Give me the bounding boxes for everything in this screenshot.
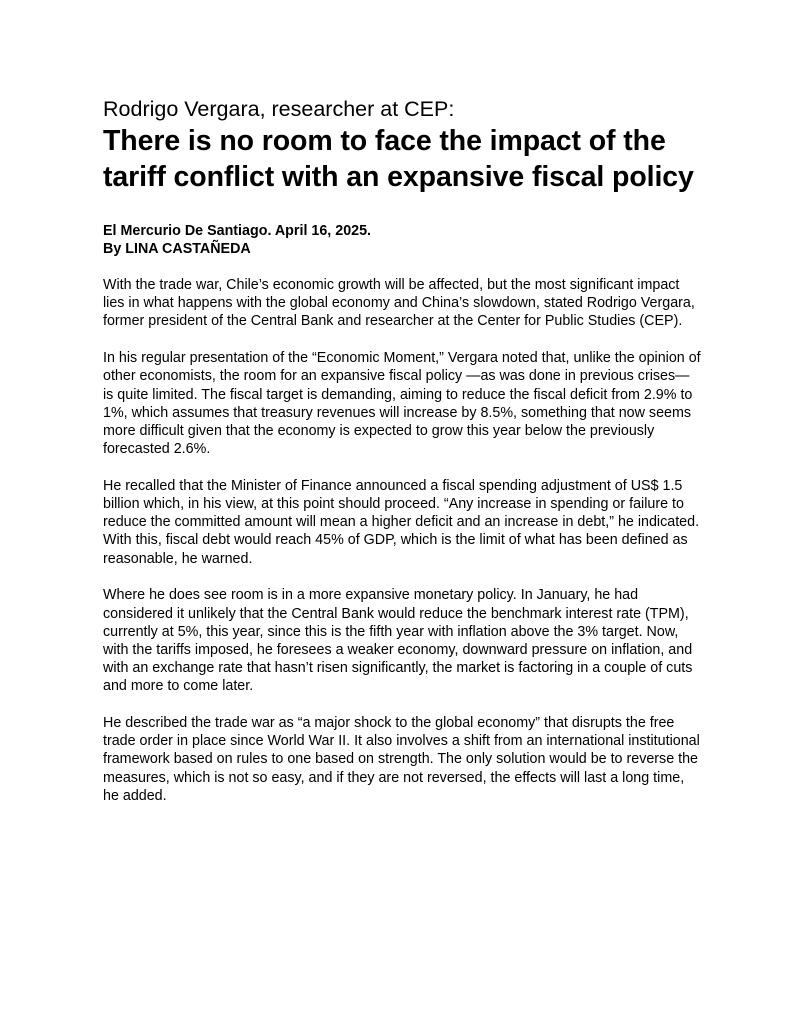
- paragraph: In his regular presentation of the “Economic Moment,” Vergara noted that, unlike the opinion of other economists, the room for an expansive fiscal policy —as was done in previous crises— is quite limited. The fiscal target is demanding, aiming to reduce the fiscal deficit from 2.9% to 1%, which assumes that treasury revenues will increase by 8.5%, something that now seems more difficult given that the economy is expected to grow this year below the previously forecasted 2.6%.: [103, 350, 701, 458]
- paragraph: With the trade war, Chile’s economic growth will be affected, but the most significant impact lies in what happens with the global economy and China’s slowdown, stated Rodrigo Vergara, former president of the Central Bank and researcher at the Center for Public Studies (CEP).: [103, 277, 695, 330]
- paragraph: He described the trade war as “a major shock to the global economy” that disrupts the free trade order in place since World War II. It also involves a shift from an international institutional framework based on rules to one based on strength. The only solution would be to reverse the measures, which is not so easy, and if they are not reversed, the effects will last a long time, he added.: [103, 715, 700, 804]
- author-line: By LINA CASTAÑEDA: [103, 241, 251, 257]
- article: [103, 96, 703, 805]
- paragraph: Where he does see room is in a more expansive monetary policy. In January, he had considered it unlikely that the Central Bank would reduce the benchmark interest rate (TPM), currently at 5%, this year, since this is the fifth year with inflation above the 3% target. Now, with the tariffs imposed, he foresees a weaker economy, downward pressure on inflation, and with an exchange rate that hasn’t risen significantly, the market is factoring in a couple of cuts and more to come later.: [103, 587, 693, 695]
- source-line: El Mercurio De Santiago. April 16, 2025.: [103, 223, 372, 239]
- article-body: [103, 276, 703, 805]
- article-headline: There is no room to face the impact of the tariff conflict with an expansive fiscal policy: [103, 125, 694, 193]
- byline: [103, 222, 703, 258]
- paragraph: He recalled that the Minister of Finance announced a fiscal spending adjustment of US$ 1.5 billion which, in his view, at this point should proceed. “Any increase in spending or failure to reduce the committed amount will mean a higher deficit and an increase in debt,” he indicated. With this, fiscal debt would reach 45% of GDP, which is the limit of what has been defined as reasonable, he warned.: [103, 477, 700, 567]
- article-kicker: Rodrigo Vergara, researcher at CEP:: [103, 97, 455, 121]
